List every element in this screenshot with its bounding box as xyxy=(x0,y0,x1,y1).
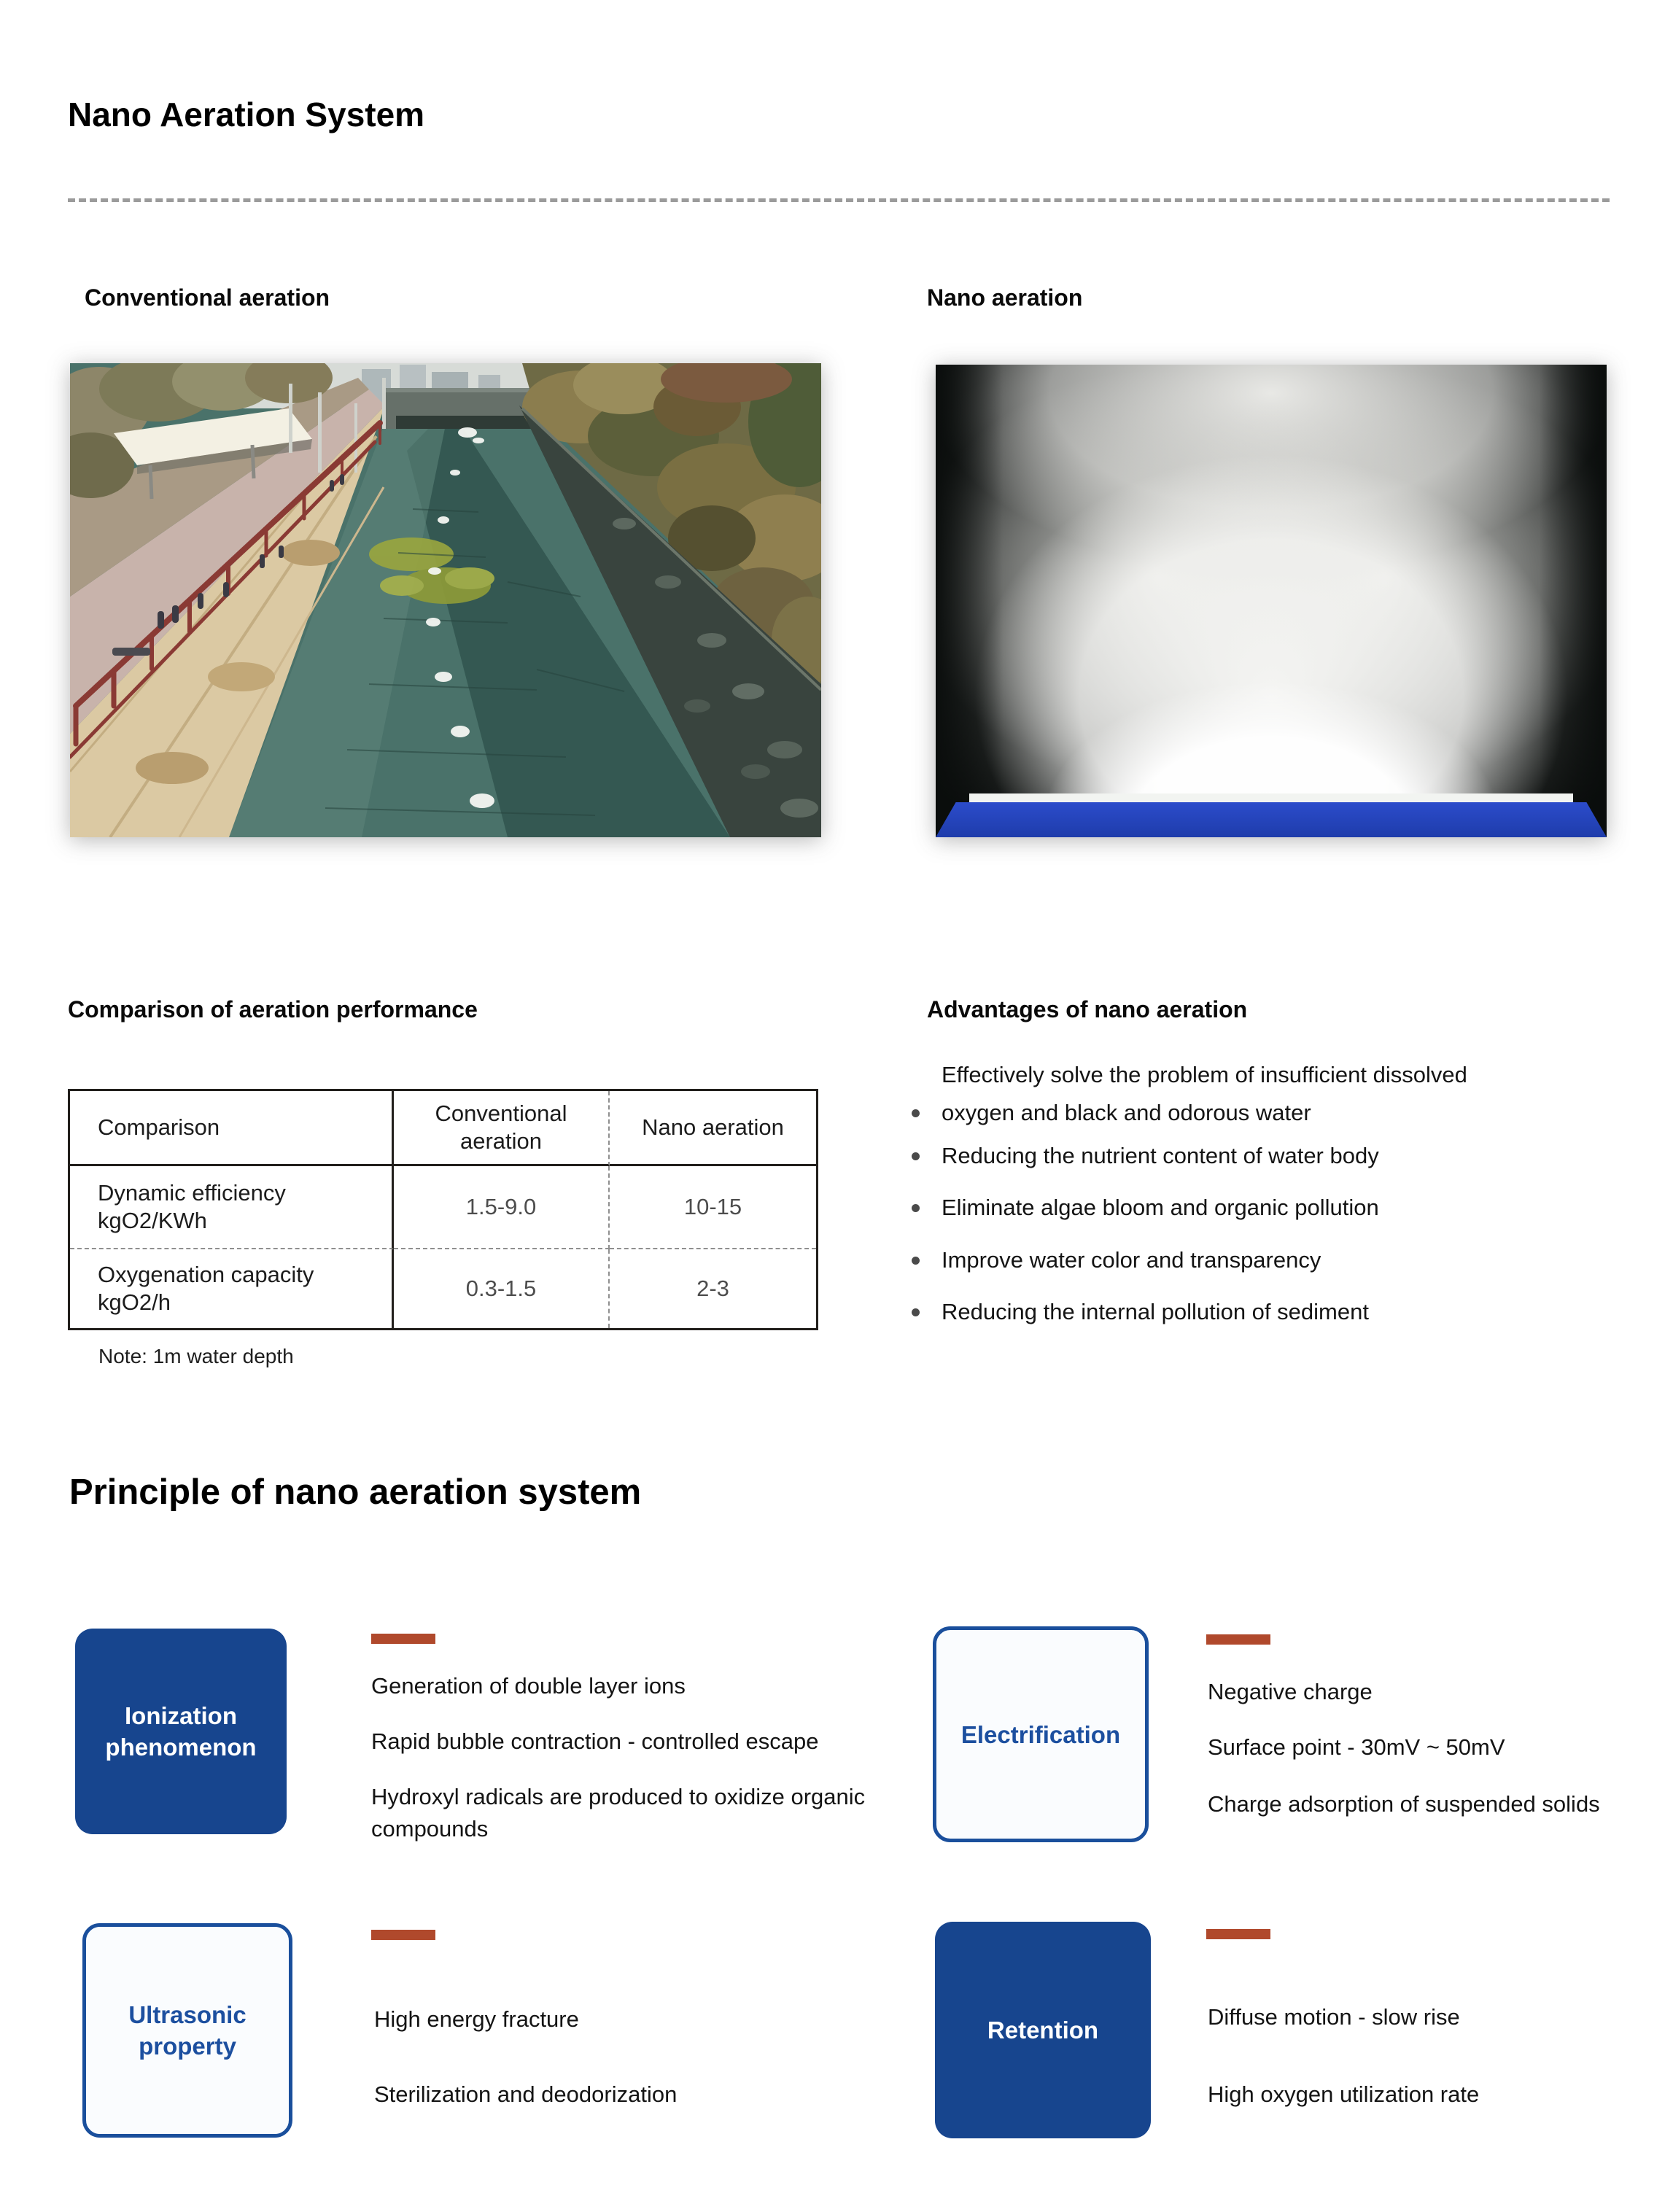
nano-aeration-photo xyxy=(936,365,1607,837)
bullet-icon xyxy=(912,1204,920,1212)
card-title: Retention xyxy=(987,2017,1099,2044)
card-title: Ultrasonic property xyxy=(128,2001,247,2060)
card-retention xyxy=(935,1922,1151,2138)
bullet-icon xyxy=(912,1257,920,1265)
list-item: Reducing the internal pollution of sediment xyxy=(912,1296,1369,1328)
card-ultrasonic-property xyxy=(82,1923,292,2138)
principle-point: Rapid bubble contraction - controlled escape xyxy=(371,1728,819,1754)
nano-aeration-label: Nano aeration xyxy=(927,284,1083,311)
page-title: Nano Aeration System xyxy=(68,96,425,133)
principle-point: High oxygen utilization rate xyxy=(1208,2081,1480,2107)
red-dash-accent xyxy=(371,1930,435,1940)
table-row-metric: Dynamic efficiency kgO2/KWh xyxy=(70,1166,394,1249)
list-item: Effectively solve the problem of insufficient dissolved oxygen and black and odorous water xyxy=(912,1056,1474,1132)
river-canal-illustration xyxy=(70,363,821,837)
diffuser-base xyxy=(936,802,1607,837)
table-note: Note: 1m water depth xyxy=(98,1345,294,1367)
principle-point: High energy fracture xyxy=(374,2006,579,2032)
table-cell-value: 1.5-9.0 xyxy=(394,1166,610,1249)
list-item: Reducing the nutrient content of water body xyxy=(912,1140,1379,1172)
list-item: Improve water color and transparency xyxy=(912,1244,1321,1276)
table-header-nano: Nano aeration xyxy=(610,1091,816,1166)
comparison-heading: Comparison of aeration performance xyxy=(68,996,478,1022)
red-dash-accent xyxy=(1206,1929,1270,1939)
conventional-aeration-photo xyxy=(70,363,821,837)
table-cell-value: 2-3 xyxy=(696,1276,729,1301)
bullet-icon xyxy=(912,1109,920,1117)
principle-point: Hydroxyl radicals are produced to oxidize organic compounds xyxy=(371,1784,866,1842)
list-item: Eliminate algae bloom and organic pollution xyxy=(912,1192,1379,1224)
red-dash-accent xyxy=(1206,1634,1270,1645)
principle-point: Negative charge xyxy=(1208,1679,1373,1704)
dark-edge-fade xyxy=(936,365,1607,837)
comparison-table xyxy=(68,1089,818,1330)
conventional-aeration-label: Conventional aeration xyxy=(85,284,330,311)
card-ionization-phenomenon xyxy=(75,1629,287,1834)
diffuser-strip xyxy=(969,793,1573,804)
bullet-icon xyxy=(912,1152,920,1160)
principle-point: Diffuse motion - slow rise xyxy=(1208,2004,1460,2030)
dashed-divider xyxy=(68,198,1610,202)
principle-point: Charge adsorption of suspended solids xyxy=(1208,1791,1600,1817)
card-title: Ionization phenomenon xyxy=(105,1702,257,1761)
principle-point: Generation of double layer ions xyxy=(371,1673,686,1699)
table-row-metric: Oxygenation capacity kgO2/h xyxy=(70,1249,394,1328)
bullet-icon xyxy=(912,1308,920,1316)
card-electrification xyxy=(933,1626,1149,1842)
advantages-heading: Advantages of nano aeration xyxy=(927,996,1248,1022)
table-header-conventional: Conventional aeration xyxy=(394,1091,610,1166)
table-cell-value: 10-15 xyxy=(610,1166,816,1249)
principle-heading: Principle of nano aeration system xyxy=(69,1472,642,1512)
red-dash-accent xyxy=(371,1634,435,1644)
card-title: Electrification xyxy=(960,1720,1121,1748)
principle-point: Surface point - 30mV ~ 50mV xyxy=(1208,1734,1505,1760)
principle-point: Sterilization and deodorization xyxy=(374,2081,678,2107)
table-header-comparison: Comparison xyxy=(70,1091,394,1166)
table-cell-value: 0.3-1.5 xyxy=(394,1249,610,1328)
